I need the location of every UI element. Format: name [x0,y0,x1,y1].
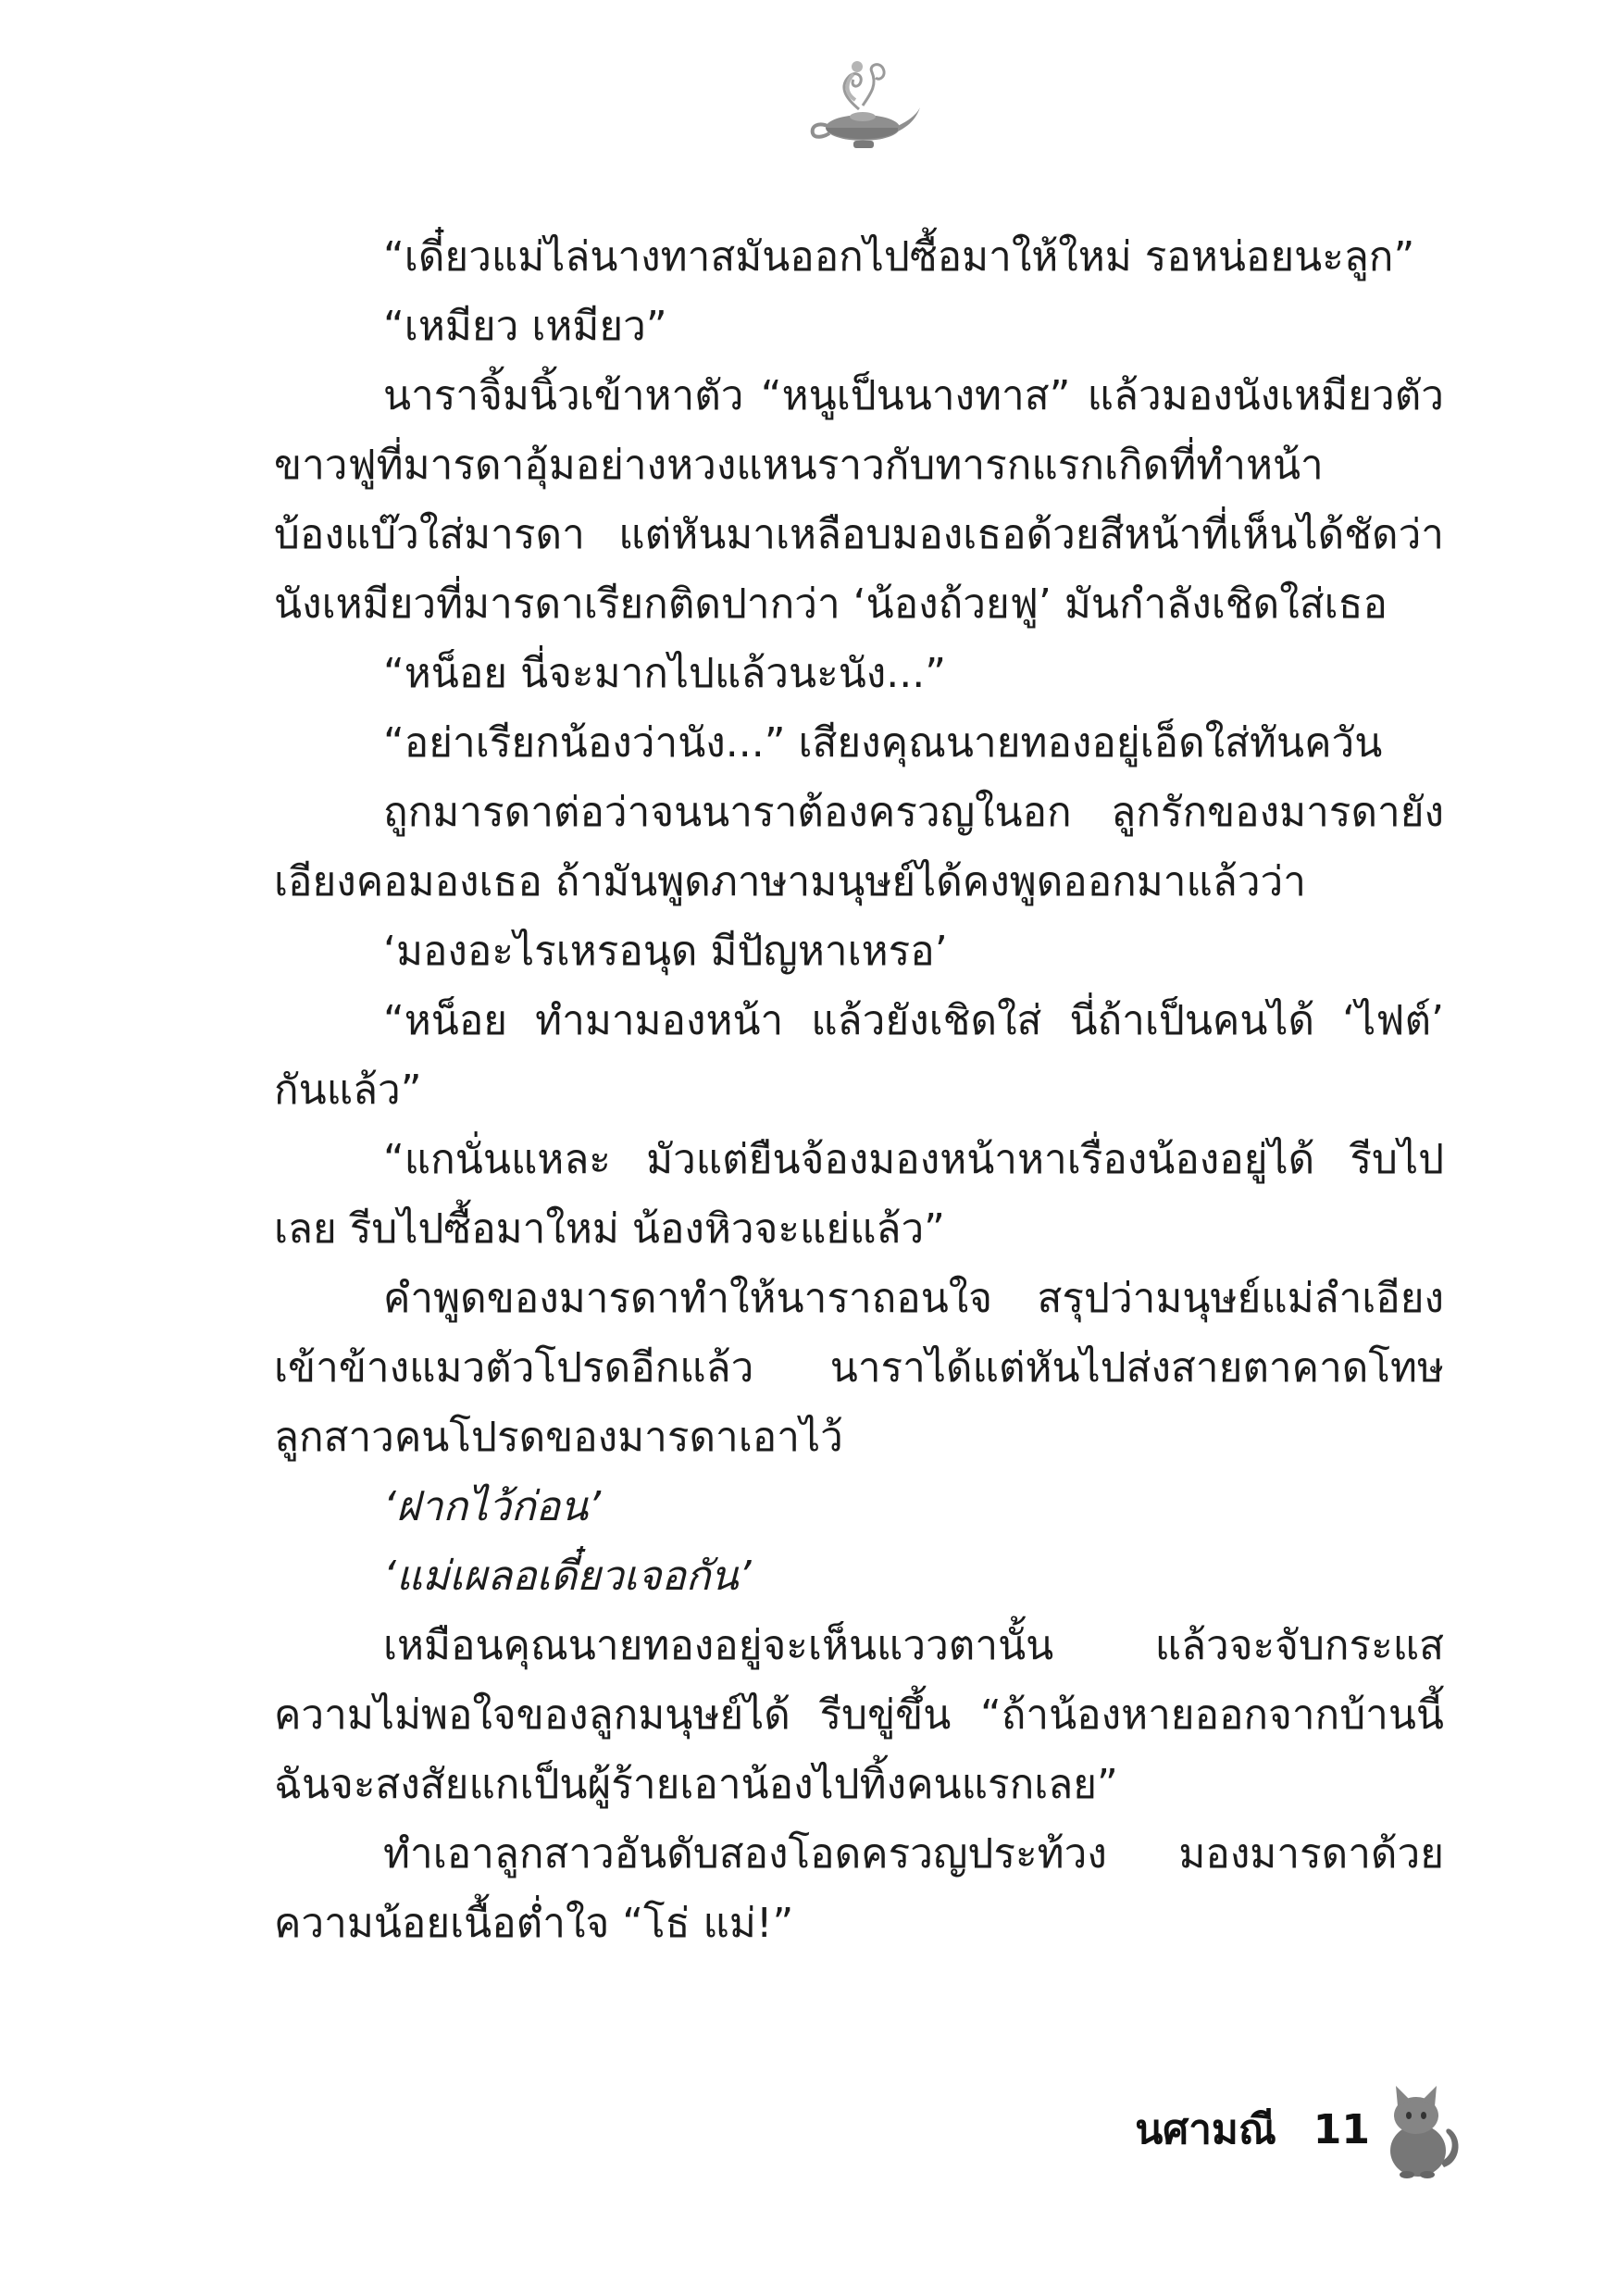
paragraph: “หน็อย นี่จะมากไปแล้วนะนัง...” [383,650,947,697]
genie-lamp-icon [802,54,922,156]
page-footer [1135,2074,1462,2185]
text-body [274,222,1444,1958]
footer-book-title: นศามณี [1135,2106,1276,2153]
paragraph: เหมือนคุณนายทองอยู่จะเห็นแววตานั้น แล้วจะจับกระแสความไม่พอใจของลูกมนุษย์ได้ รีบขู่ขึ้น “ถ้าน้องหายออกจากบ้านนี้ ฉันจะสงสัยแกเป็นผู้ร้ายเอาน้องไปทิ้งคนแรกเลย” [274,1622,1444,1808]
paragraph: “เดี๋ยวแม่ไล่นางทาสมันออกไปซื้อมาให้ใหม่ รอหน่อยนะลูก” [383,233,1415,281]
paragraph: ‘มองอะไรเหรอนุด มีปัญหาเหรอ’ [383,928,948,975]
paragraph: “แกนั่นแหละ มัวแต่ยืนจ้องมองหน้าหาเรื่องน้องอยู่ได้ รีบไปเลย รีบไปซื้อมาใหม่ น้องหิวจะแย่แล้ว” [274,1136,1444,1253]
paragraph: คำพูดของมารดาทำให้นาราถอนใจ สรุปว่ามนุษย์แม่ลำเอียงเข้าข้างแมวตัวโปรดอีกแล้ว นาราได้แต่หันไปส่งสายตาคาดโทษลูกสาวคนโปรดของมารดาเอาไว้ [274,1275,1444,1461]
cat-icon [1379,2078,1462,2180]
paragraph: ทำเอาลูกสาวอันดับสองโอดครวญประท้วง มองมารดาด้วยความน้อยเนื้อต่ำใจ “โธ่ แม่!” [274,1830,1444,1947]
page-number: 11 [1313,2105,1370,2153]
paragraph-italic: ‘แม่เผลอเดี๋ยวเจอกัน’ [383,1553,752,1600]
paragraph-italic: ‘ฝากไว้ก่อน’ [383,1483,602,1530]
paragraph: “อย่าเรียกน้องว่านัง...” เสียงคุณนายทองอยู่เอ็ดใส่ทันควัน [383,719,1383,767]
paragraph: “เหมียว เหมียว” [383,303,667,350]
paragraph: นาราจิ้มนิ้วเข้าหาตัว “หนูเป็นนางทาส” แล้วมองนังเหมียวตัวขาวฟูที่มารดาอุ้มอย่างหวงแหนราวกับทารกแรกเกิดที่ทำหน้าบ้องแบ๊วใส่มารดา แต่หันมาเหลือบมองเธอด้วยสีหน้าที่เห็นได้ชัดว่า นังเหมียวที่มารดาเรียกติดปากว่า ‘น้องถ้วยฟู’ มันกำลังเชิดใส่เธอ [274,372,1444,628]
paragraph: ถูกมารดาต่อว่าจนนาราต้องครวญในอก ลูกรักของมารดายังเอียงคอมองเธอ ถ้ามันพูดภาษามนุษย์ได้คงพูดออกมาแล้วว่า [274,789,1444,905]
paragraph: “หน็อย ทำมามองหน้า แล้วยังเชิดใส่ นี่ถ้าเป็นคนได้ ‘ไฟต์’ กันแล้ว” [274,997,1444,1114]
